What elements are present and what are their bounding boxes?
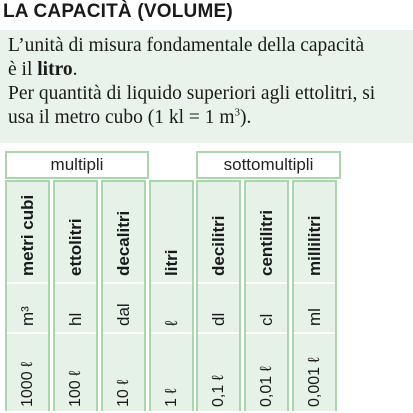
- unit-symbol-cell: [294, 284, 335, 334]
- unit-symbol: hl: [65, 312, 85, 326]
- unit-column: [244, 180, 289, 411]
- unit-value: 1 ℓ: [162, 388, 180, 407]
- unit-column: [292, 180, 337, 411]
- definition-text: è il: [8, 59, 38, 80]
- unit-name: metri cubi: [17, 194, 37, 276]
- definition-line-2: [8, 58, 407, 82]
- unit-name: decilitri: [208, 215, 228, 276]
- definition-keyword: litro: [37, 59, 73, 80]
- unit-name-cell: [103, 182, 144, 284]
- unit-name-cell: [55, 182, 96, 284]
- unit-name: ettolitri: [65, 218, 85, 276]
- definition-line-1: L’unità di misura fondamentale della capacità: [8, 35, 365, 56]
- unit-name-cell: [198, 182, 239, 284]
- definition-box: [0, 30, 413, 143]
- unit-value: 0,01 ℓ: [257, 366, 275, 407]
- unit-symbol: m³: [17, 306, 37, 326]
- unit-value-cell: [103, 334, 144, 413]
- unit-symbol: ml: [304, 308, 324, 326]
- unit-symbol-cell: [198, 284, 239, 334]
- units-table: [0, 151, 413, 411]
- definition-punctuation: .: [72, 59, 78, 80]
- group-header-submultiples: sottomultipli: [196, 151, 341, 179]
- unit-symbol: ℓ: [161, 320, 181, 326]
- unit-column: [101, 180, 146, 411]
- unit-value: 0,1 ℓ: [209, 375, 227, 407]
- unit-name: decalitri: [113, 210, 133, 276]
- group-header-multiples: multipli: [5, 151, 149, 179]
- unit-value-cell: [151, 334, 192, 413]
- unit-symbol: cl: [256, 313, 276, 326]
- unit-value-cell: [55, 334, 96, 413]
- unit-name-cell: [294, 182, 335, 284]
- unit-symbol-cell: [103, 284, 144, 334]
- unit-name: litri: [161, 249, 181, 276]
- unit-value-cell: [198, 334, 239, 413]
- unit-name: centilitri: [256, 209, 276, 276]
- unit-value: 100 ℓ: [66, 370, 84, 407]
- definition-line-3: Per quantità di liquido superiori agli ettolitri, si: [8, 83, 376, 104]
- unit-value: 0,001 ℓ: [305, 357, 323, 407]
- definition-text: usa il metro cubo (1 kl = 1 m: [8, 107, 235, 128]
- unit-name-cell: [246, 182, 287, 284]
- unit-column: [149, 180, 194, 411]
- unit-symbol: dl: [208, 312, 228, 326]
- unit-symbol-cell: [151, 284, 192, 334]
- superscript: 3: [234, 106, 241, 119]
- unit-value: 10 ℓ: [114, 379, 132, 407]
- unit-name: millilitri: [304, 215, 324, 276]
- section-title: LA CAPACITÀ (VOLUME): [3, 1, 233, 22]
- definition-line-4: [8, 106, 407, 130]
- unit-column: [5, 180, 50, 411]
- unit-column: [53, 180, 98, 411]
- unit-name-cell: [7, 182, 48, 284]
- unit-symbol-cell: [55, 284, 96, 334]
- unit-value-cell: [294, 334, 335, 413]
- unit-symbol: dal: [113, 303, 133, 326]
- unit-value-cell: [246, 334, 287, 413]
- unit-name-cell: [151, 182, 192, 284]
- unit-value: 1000 ℓ: [18, 361, 36, 407]
- unit-symbol-cell: [246, 284, 287, 334]
- unit-column: [196, 180, 241, 411]
- unit-symbol-cell: [7, 284, 48, 334]
- definition-punctuation: ).: [240, 107, 252, 128]
- unit-value-cell: [7, 334, 48, 413]
